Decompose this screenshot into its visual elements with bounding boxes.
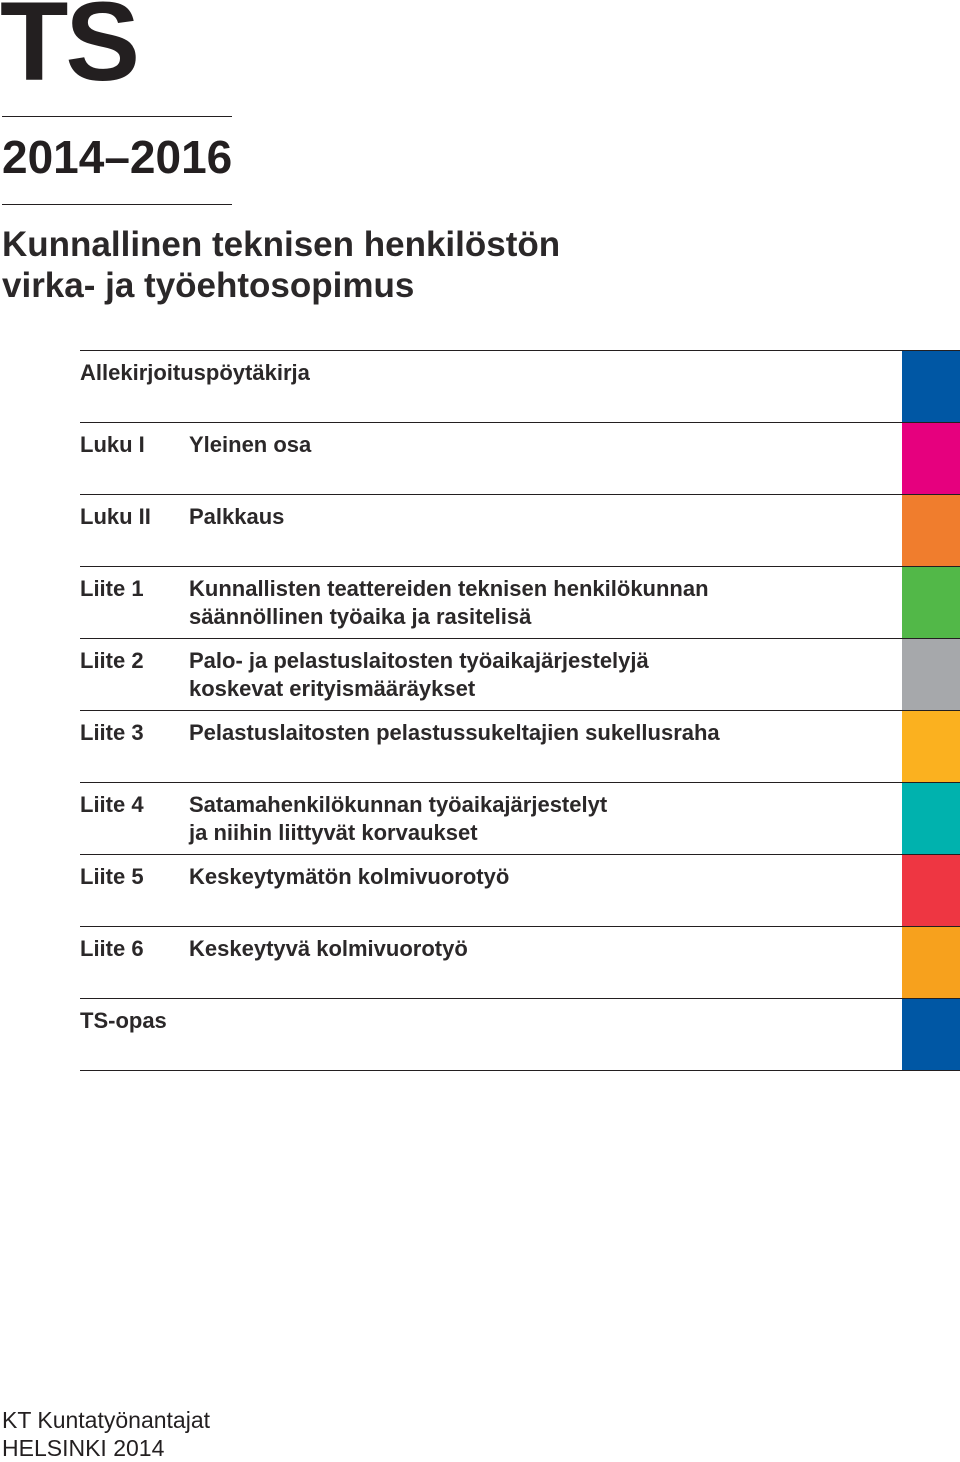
toc-label: Luku II: [80, 504, 151, 529]
toc-label: Liite 4: [80, 792, 144, 817]
toc-row-liite-3[interactable]: [80, 710, 960, 782]
ts-logo: TS: [0, 0, 138, 104]
section-tab: [902, 711, 960, 782]
toc-row-liite-1[interactable]: [80, 566, 960, 638]
publisher-footer: [2, 1406, 210, 1462]
toc-label: Allekirjoituspöytäkirja: [80, 360, 310, 385]
toc-text: [189, 575, 709, 631]
toc-text-line: koskevat erityismääräykset: [189, 676, 476, 701]
toc-text-line: Palo- ja pelastuslaitosten työaikajärjestelyjä: [189, 648, 649, 673]
section-tab: [902, 999, 960, 1070]
toc-text-line: Keskeytyvä kolmivuorotyö: [189, 936, 468, 961]
toc-row-ts-opas[interactable]: [80, 998, 960, 1071]
toc-label: Liite 6: [80, 936, 144, 961]
section-tab: [902, 927, 960, 998]
document-title: [2, 224, 560, 306]
toc-text-line: Kunnallisten teattereiden teknisen henkilökunnan: [189, 576, 709, 601]
toc-row-liite-5[interactable]: [80, 854, 960, 926]
section-tab: [902, 423, 960, 494]
toc-text: [189, 935, 468, 963]
toc-text-line: ja niihin liittyvät korvaukset: [189, 820, 478, 845]
toc-text-line: Satamahenkilökunnan työaikajärjestelyt: [189, 792, 608, 817]
toc-row-luku-2[interactable]: [80, 494, 960, 566]
toc-text-line: säännöllinen työaika ja rasitelisä: [189, 604, 532, 629]
divider-top: [2, 116, 232, 117]
toc-text: [189, 647, 649, 703]
document-title-line-2: virka- ja työehtosopimus: [2, 266, 415, 305]
section-tab: [902, 567, 960, 638]
toc-text-line: Keskeytymätön kolmivuorotyö: [189, 864, 510, 889]
toc-label: TS-opas: [80, 1008, 167, 1033]
toc-row-luku-1[interactable]: [80, 422, 960, 494]
section-tab: [902, 495, 960, 566]
toc-row-allekirjoituspoytakirja[interactable]: [80, 350, 960, 422]
toc-row-liite-6[interactable]: [80, 926, 960, 998]
toc-label: Liite 2: [80, 648, 144, 673]
toc-row-liite-2[interactable]: [80, 638, 960, 710]
section-tab: [902, 855, 960, 926]
toc-text: [189, 431, 311, 459]
divider-years: [2, 204, 232, 205]
toc-text: [189, 719, 720, 747]
toc-label: Liite 5: [80, 864, 144, 889]
toc-label: Luku I: [80, 432, 145, 457]
toc-label: Liite 1: [80, 576, 144, 601]
section-tab: [902, 783, 960, 854]
toc-text: [189, 863, 509, 891]
toc-text-line: Yleinen osa: [189, 432, 312, 457]
toc-text: [189, 503, 284, 531]
section-tab: [902, 351, 960, 422]
toc-text-line: Palkkaus: [189, 504, 285, 529]
toc-row-liite-4[interactable]: [80, 782, 960, 854]
table-of-contents: [80, 350, 960, 1071]
publisher-name: KT Kuntatyönantajat: [2, 1407, 210, 1433]
section-tab: [902, 639, 960, 710]
document-title-line-1: Kunnallinen teknisen henkilöstön: [2, 225, 561, 264]
toc-text-line: Pelastuslaitosten pelastussukeltajien sukellusraha: [189, 720, 720, 745]
toc-label: Liite 3: [80, 720, 144, 745]
toc-text: [189, 791, 607, 847]
publication-place-year: HELSINKI 2014: [2, 1435, 165, 1461]
agreement-years: 2014–2016: [2, 131, 233, 183]
